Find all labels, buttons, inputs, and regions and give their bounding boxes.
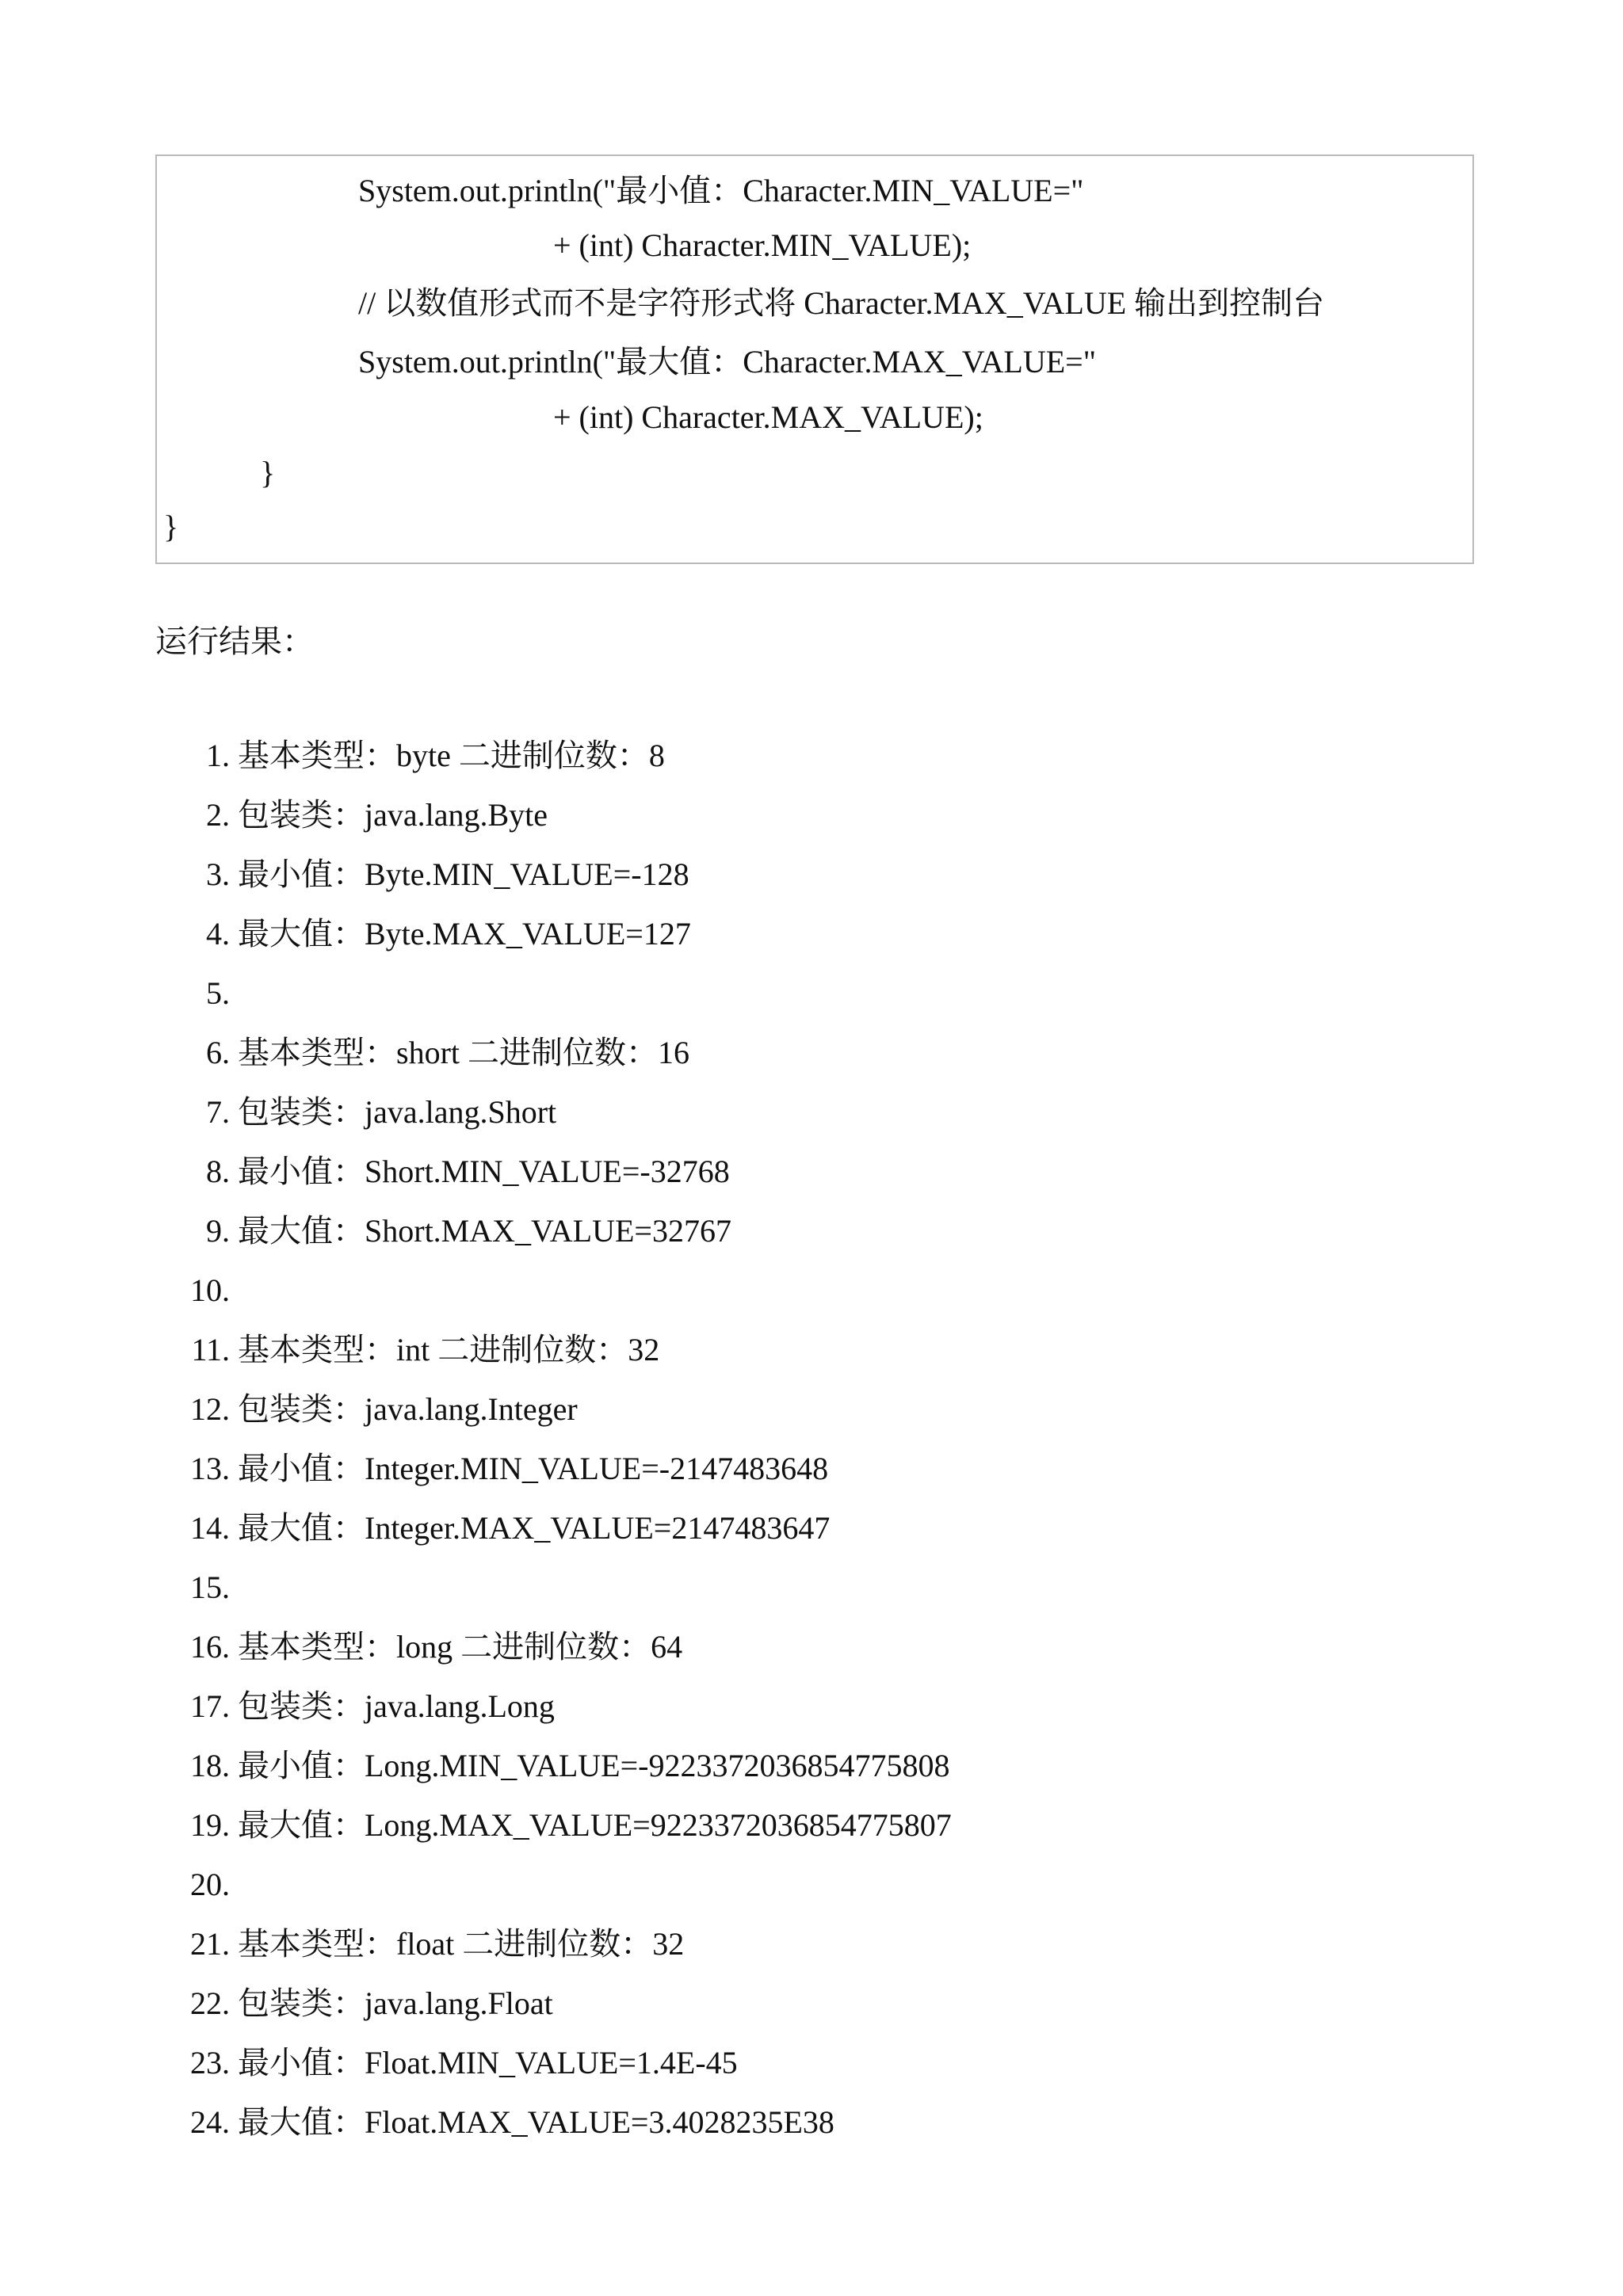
list-item-text: 基本类型：float 二进制位数：32 xyxy=(238,1926,685,1962)
list-item-text: 最大值：Long.MAX_VALUE=9223372036854775807 xyxy=(238,1807,952,1843)
list-item xyxy=(0,1093,1623,1131)
list-item xyxy=(0,856,1623,894)
list-item xyxy=(0,1688,1623,1726)
list-item-number: 6. xyxy=(206,1035,230,1070)
list-item-number: 22. xyxy=(190,1985,230,2021)
list-item-number: 16. xyxy=(190,1629,230,1665)
list-item xyxy=(0,1628,1623,1666)
list-item-text: 基本类型：short 二进制位数：16 xyxy=(238,1035,689,1070)
list-item xyxy=(0,737,1623,775)
list-item-text: 包装类：java.lang.Byte xyxy=(238,797,548,833)
list-item xyxy=(0,1509,1623,1547)
list-item-text: 最大值：Integer.MAX_VALUE=2147483647 xyxy=(238,1510,831,1546)
list-item-number: 5. xyxy=(206,975,230,1011)
list-item xyxy=(0,915,1623,953)
list-item xyxy=(0,1866,1623,1904)
list-item xyxy=(0,1272,1623,1310)
list-item-text: 最小值：Integer.MIN_VALUE=-2147483648 xyxy=(238,1451,829,1486)
list-item-number: 13. xyxy=(190,1451,230,1486)
list-item xyxy=(0,1153,1623,1191)
code-line: + (int) Character.MAX_VALUE); xyxy=(553,399,983,435)
list-item-number: 11. xyxy=(191,1332,230,1367)
list-item-number: 9. xyxy=(206,1213,230,1249)
list-item-text: 最小值：Short.MIN_VALUE=-32768 xyxy=(238,1154,730,1189)
code-line: // 以数值形式而不是字符形式将 Character.MAX_VALUE 输出到控制台 xyxy=(358,285,1325,321)
list-item-number: 24. xyxy=(190,2104,230,2140)
list-item xyxy=(0,2103,1623,2142)
list-item-text: 包装类：java.lang.Integer xyxy=(238,1391,578,1427)
list-item-text: 基本类型：long 二进制位数：64 xyxy=(238,1629,683,1665)
list-item-text: 最大值：Float.MAX_VALUE=3.4028235E38 xyxy=(238,2104,834,2140)
list-item-text: 包装类：java.lang.Long xyxy=(238,1688,555,1724)
list-item-number: 7. xyxy=(206,1094,230,1130)
list-item-text: 最大值：Short.MAX_VALUE=32767 xyxy=(238,1213,731,1249)
list-item-number: 8. xyxy=(206,1154,230,1189)
list-item-number: 23. xyxy=(190,2045,230,2081)
list-item xyxy=(0,1034,1623,1072)
list-item-number: 18. xyxy=(190,1748,230,1783)
list-item-number: 19. xyxy=(190,1807,230,1843)
list-item-text: 基本类型：byte 二进制位数：8 xyxy=(238,738,665,773)
list-item xyxy=(0,1985,1623,2023)
list-item xyxy=(0,1390,1623,1428)
list-item-number: 2. xyxy=(206,797,230,833)
list-item xyxy=(0,796,1623,834)
list-item-text: 最小值：Byte.MIN_VALUE=-128 xyxy=(238,856,689,892)
list-item xyxy=(0,1806,1623,1844)
list-item xyxy=(0,2044,1623,2082)
list-item-text: 包装类：java.lang.Float xyxy=(238,1985,553,2021)
list-item-number: 17. xyxy=(190,1688,230,1724)
list-item-number: 10. xyxy=(190,1272,230,1308)
list-item-number: 4. xyxy=(206,916,230,952)
list-item-number: 14. xyxy=(190,1510,230,1546)
list-item xyxy=(0,1450,1623,1488)
list-item-number: 1. xyxy=(206,738,230,773)
code-line: + (int) Character.MIN_VALUE); xyxy=(553,227,972,263)
list-item-text: 最大值：Byte.MAX_VALUE=127 xyxy=(238,916,691,952)
list-item xyxy=(0,1331,1623,1369)
list-item xyxy=(0,974,1623,1013)
list-item-number: 15. xyxy=(190,1569,230,1605)
code-line: } xyxy=(163,509,179,544)
list-item-text: 最小值：Long.MIN_VALUE=-9223372036854775808 xyxy=(238,1748,950,1783)
code-line: System.out.println("最大值：Character.MAX_VALUE=" xyxy=(358,344,1097,379)
list-item-text: 最小值：Float.MIN_VALUE=1.4E-45 xyxy=(238,2045,738,2081)
list-item-number: 12. xyxy=(190,1391,230,1427)
list-item-number: 3. xyxy=(206,856,230,892)
code-line: System.out.println("最小值：Character.MIN_VALUE=" xyxy=(358,173,1084,208)
code-block xyxy=(155,154,1474,564)
list-item-number: 20. xyxy=(190,1867,230,1902)
list-item xyxy=(0,1212,1623,1250)
result-label: 运行结果： xyxy=(155,624,314,659)
list-item xyxy=(0,1569,1623,1607)
list-item xyxy=(0,1747,1623,1785)
list-item xyxy=(0,1925,1623,1963)
code-line: } xyxy=(260,455,276,490)
list-item-text: 基本类型：int 二进制位数：32 xyxy=(238,1332,660,1367)
list-item-number: 21. xyxy=(190,1926,230,1962)
list-item-text: 包装类：java.lang.Short xyxy=(238,1094,557,1130)
